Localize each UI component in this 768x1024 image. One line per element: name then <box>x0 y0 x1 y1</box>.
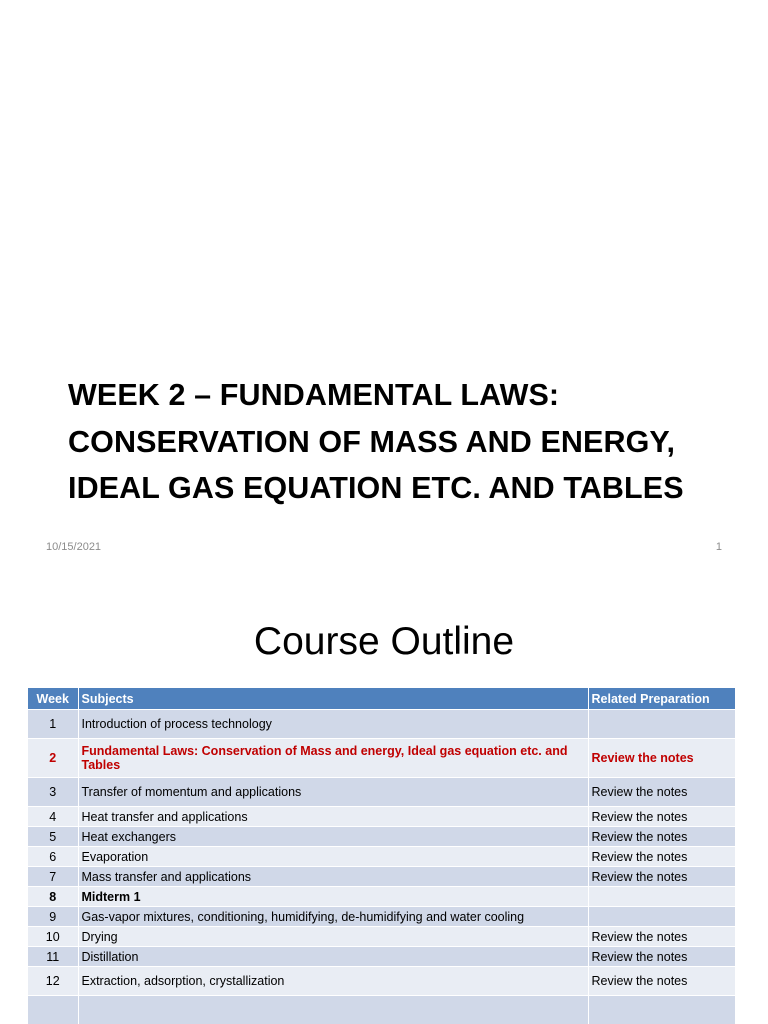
table-row-current-week <box>28 739 735 778</box>
table-row <box>28 867 735 887</box>
week-cell: 2 <box>28 739 78 778</box>
prep-cell: Review the notes <box>588 967 735 996</box>
prep-cell: Review the notes <box>588 867 735 887</box>
table-row <box>28 827 735 847</box>
table-header-row <box>28 688 735 710</box>
header-subjects: Subjects <box>78 688 588 710</box>
week-cell: 9 <box>28 907 78 927</box>
subject-cell: Midterm 1 <box>78 887 588 907</box>
table-row <box>28 947 735 967</box>
prep-cell <box>588 907 735 927</box>
subject-cell: Extraction, adsorption, crystallization <box>78 967 588 996</box>
week-cell: 7 <box>28 867 78 887</box>
subject-cell: Distillation <box>78 947 588 967</box>
subject-cell: Fundamental Laws: Conservation of Mass and energy, Ideal gas equation etc. and Tables <box>78 739 588 778</box>
subject-cell: Heat transfer and applications <box>78 807 588 827</box>
course-outline-slide <box>0 576 768 1024</box>
subject-cell: Gas-vapor mixtures, conditioning, humidifying, de-humidifying and water cooling <box>78 907 588 927</box>
subject-cell: Evaporation <box>78 847 588 867</box>
table-row-partial <box>28 996 735 1024</box>
table-row <box>28 807 735 827</box>
header-week: Week <box>28 688 78 710</box>
slide-date: 10/15/2021 <box>46 541 102 553</box>
slide-title-line: WEEK 2 – FUNDAMENTAL LAWS: <box>68 378 560 412</box>
subject-cell: Introduction of process technology <box>78 710 588 739</box>
slide-title <box>68 372 748 512</box>
prep-cell: Review the notes <box>588 947 735 967</box>
week-cell: 3 <box>28 778 78 807</box>
week-cell: 12 <box>28 967 78 996</box>
week-cell: 10 <box>28 927 78 947</box>
slide-title-line: CONSERVATION OF MASS AND ENERGY, <box>68 424 676 459</box>
week-cell: 6 <box>28 847 78 867</box>
week-cell: 5 <box>28 827 78 847</box>
week-cell: 11 <box>28 947 78 967</box>
week-cell: 4 <box>28 807 78 827</box>
header-related-preparation: Related Preparation <box>588 688 735 710</box>
prep-cell <box>588 887 735 907</box>
prep-cell: Review the notes <box>588 778 735 807</box>
table-row <box>28 907 735 927</box>
table-row <box>28 927 735 947</box>
subject-cell: Heat exchangers <box>78 827 588 847</box>
prep-cell: Review the notes <box>588 827 735 847</box>
slide-page-number: 1 <box>715 541 722 553</box>
course-outline-title: Course Outline <box>253 620 515 663</box>
week-cell: 8 <box>28 887 78 907</box>
subject-cell: Drying <box>78 927 588 947</box>
week-cell: 1 <box>28 710 78 739</box>
prep-cell: Review the notes <box>588 847 735 867</box>
prep-cell: Review the notes <box>588 739 735 778</box>
prep-cell: Review the notes <box>588 807 735 827</box>
prep-cell <box>588 710 735 739</box>
prep-cell: Review the notes <box>588 927 735 947</box>
table-row-midterm <box>28 887 735 907</box>
course-outline-table <box>28 688 736 1024</box>
slide-title-line: IDEAL GAS EQUATION ETC. AND TABLES <box>68 471 684 505</box>
table-row <box>28 967 735 996</box>
subject-cell: Mass transfer and applications <box>78 867 588 887</box>
subject-cell: Transfer of momentum and applications <box>78 778 588 807</box>
table-row <box>28 778 735 807</box>
table-row <box>28 847 735 867</box>
table-row <box>28 710 735 739</box>
